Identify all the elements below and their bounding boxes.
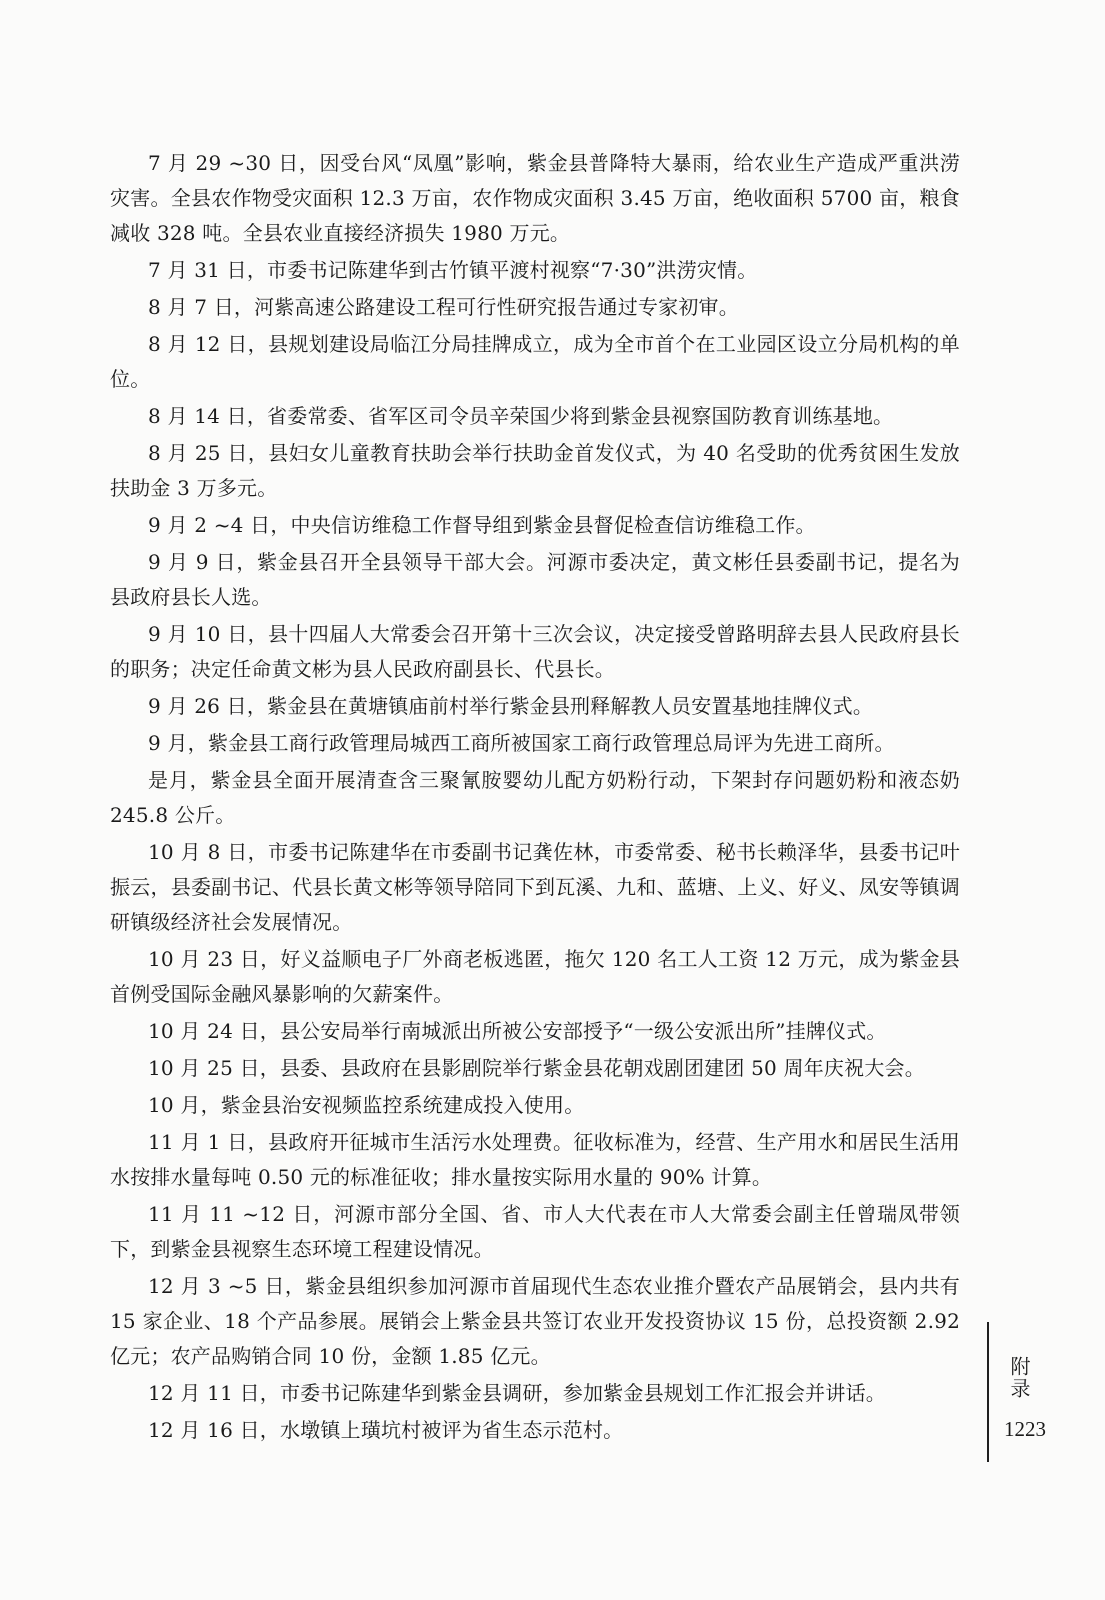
paragraph: 10 月 8 日，市委书记陈建华在市委副书记龚佐林，市委常委、秘书长赖泽华，县委书记叶振云，县委副书记、代县长黄文彬等领导陪同下到瓦溪、九和、蓝塘、上义、好义、凤安等镇调研镇级经济社会发展情况。 [110, 840, 960, 934]
paragraph: 9 月，紫金县工商行政管理局城西工商所被国家工商行政管理总局评为先进工商所。 [148, 731, 895, 755]
paragraph: 12 月 16 日，水墩镇上璜坑村被评为省生态示范村。 [148, 1418, 624, 1442]
paragraph: 10 月，紫金县治安视频监控系统建成投入使用。 [148, 1093, 585, 1117]
paragraph: 9 月 2 ~4 日，中央信访维稳工作督导组到紫金县督促检查信访维稳工作。 [148, 513, 816, 537]
paragraph: 10 月 24 日，县公安局举行南城派出所被公安部授予“一级公安派出所”挂牌仪式。 [148, 1019, 887, 1043]
paragraph: 是月，紫金县全面开展清查含三聚氰胺婴幼儿配方奶粉行动，下架封存问题奶粉和液态奶 245.8 公斤。 [110, 768, 960, 827]
paragraph: 10 月 23 日，好义益顺电子厂外商老板逃匿，拖欠 120 名工人工资 12 万元，成为紫金县首例受国际金融风暴影响的欠薪案件。 [110, 947, 960, 1006]
paragraph: 7 月 31 日，市委书记陈建华到古竹镇平渡村视察“7·30”洪涝灾情。 [148, 258, 758, 282]
section-label: 附录 [1007, 1356, 1031, 1400]
paragraph: 9 月 9 日，紫金县召开全县领导干部大会。河源市委决定，黄文彬任县委副书记，提名为县政府县长人选。 [110, 550, 960, 609]
paragraph: 8 月 7 日，河紫高速公路建设工程可行性研究报告通过专家初审。 [148, 295, 739, 319]
paragraph: 10 月 25 日，县委、县政府在县影剧院举行紫金县花朝戏剧团建团 50 周年庆祝大会。 [148, 1056, 925, 1080]
paragraph: 12 月 11 日，市委书记陈建华到紫金县调研，参加紫金县规划工作汇报会并讲话。 [148, 1381, 886, 1405]
paragraph: 7 月 29 ~30 日，因受台风“凤凰”影响，紫金县普降特大暴雨，给农业生产造成严重洪涝灾害。全县农作物受灾面积 12.3 万亩，农作物成灾面积 3.45 万亩，绝收面积 5700 亩，粮食减收 328 吨。全县农业直接经济损失 1980 万元。 [110, 151, 960, 245]
paragraph: 9 月 10 日，县十四届人大常委会召开第十三次会议，决定接受曾路明辞去县人民政府县长的职务；决定任命黄文彬为县人民政府副县长、代县长。 [110, 622, 960, 681]
paragraph: 12 月 3 ~5 日，紫金县组织参加河源市首届现代生态农业推介暨农产品展销会，县内共有 15 家企业、18 个产品参展。展销会上紫金县共签订农业开发投资协议 15 份，总投资额 2.92 亿元；农产品购销合同 10 份，金额 1.85 亿元。 [110, 1274, 960, 1368]
paragraph: 8 月 14 日，省委常委、省军区司令员辛荣国少将到紫金县视察国防教育训练基地。 [148, 404, 894, 428]
paragraph: 9 月 26 日，紫金县在黄塘镇庙前村举行紫金县刑释解教人员安置基地挂牌仪式。 [148, 694, 874, 718]
paragraph: 11 月 1 日，县政府开征城市生活污水处理费。征收标准为，经营、生产用水和居民生活用水按排水量每吨 0.50 元的标准征收；排水量按实际用水量的 90% 计算。 [110, 1130, 960, 1189]
paragraph: 8 月 25 日，县妇女儿童教育扶助会举行扶助金首发仪式，为 40 名受助的优秀贫困生发放扶助金 3 万多元。 [110, 441, 960, 500]
page-number: 1223 [1004, 1417, 1046, 1441]
paragraph: 11 月 11 ~12 日，河源市部分全国、省、市人大代表在市人大常委会副主任曾瑞凤带领下，到紫金县视察生态环境工程建设情况。 [110, 1202, 960, 1261]
paragraph: 8 月 12 日，县规划建设局临江分局挂牌成立，成为全市首个在工业园区设立分局机构的单位。 [110, 332, 960, 391]
margin-divider [987, 1322, 989, 1462]
chronicle-text [110, 146, 960, 1450]
